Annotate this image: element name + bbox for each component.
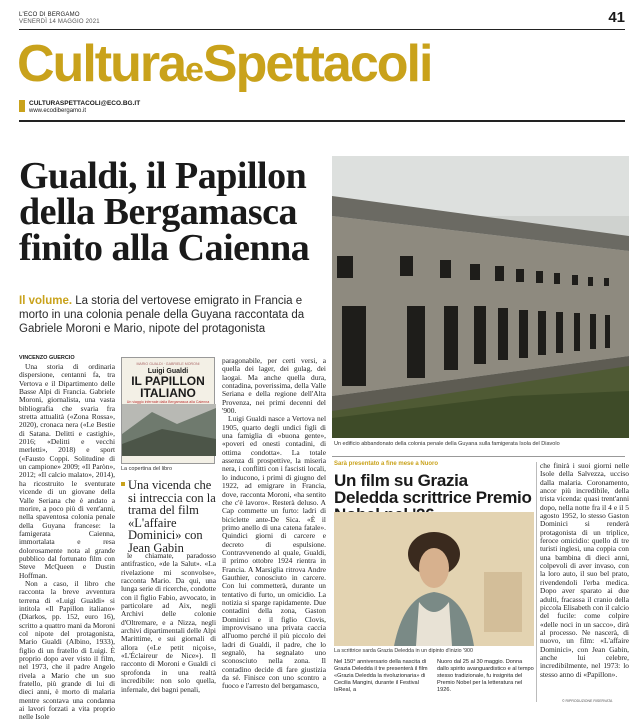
article-column-1 (19, 362, 115, 722)
section-website[interactable]: www.ecodibergamo.it (29, 108, 87, 114)
section-email[interactable]: CULTURASPETTACOLI@ECO.BG.IT (29, 100, 141, 107)
article2-column-2: Nuoro dal 25 al 30 maggio. Donna dallo spirito avanguardistico e al tempo stesso tradizionale, fu insignita del Premio Nobel per la letteratura nel 1926. (437, 659, 534, 693)
byline: VINCENZO GUERCIO (19, 355, 75, 361)
pull-quote-marker (121, 482, 125, 486)
article-column-3 (222, 357, 326, 704)
book-title-2: ITALIANO (140, 386, 196, 400)
mail-marker (19, 100, 25, 112)
deledda-painting-svg (334, 512, 534, 646)
subhead-lead: Il volume. (19, 295, 73, 307)
section-rule (19, 120, 625, 122)
article2-kicker: Sarà presentato a fine mese a Nuoro (334, 461, 439, 467)
photo-caption: Un edificio abbandonato della colonia penale della Guyana sulla famigerata Isola del Diavolo (334, 441, 560, 447)
section-title (17, 35, 432, 93)
col1-paragraph-2: Non a caso, il libro che racconta la breve avventura terrena di «Luigi Gualdi» si intitola «Il Papillon italiano» (Diarkos, pp. 152, euro 16), scritto a quattro mani da Moroni col nipote del protagonista, Mario Gualdi (Albino, 1933), figlio di un fratello di Luigi. È proprio dopo aver visto il film, nel 1973, che il padre Angelo rivela a Mario che un suo fratello, più grande di lui di dieci anni, è morto di malaria mentre scontava una condanna ai lavori forzati a vita proprio nelle Isole (19, 578, 115, 722)
page-number: 41 (608, 9, 625, 26)
prison-photo (332, 156, 629, 438)
book-cover-art (122, 404, 216, 456)
section-word-2: Spettacoli (202, 35, 432, 93)
book-cover (121, 357, 215, 464)
article-continuation-column (540, 462, 629, 694)
continuation-paragraph: che finirà i suoi giorni nelle Isole della Salvezza, ucciso dalla malaria. Coronamento, ancor più incredibile, della trista vicenda: quasi trent'anni dopo, nella notte fra il 4 e il 5 agosto 1952, lo stesso Gaston Dominici si renderà protagonista di un triplice, feroce omicidio: quello di tre turisti inglesi, una coppia con una bambina di dieci anni, colpevoli di aver invaso, con la loro auto, il suo bel prato, rivendendoli l'erba medica. Dopo aver sparato ai due adulti, fracassa il cranio della piccola Elisabeth con il calcio del fucile: come colpire «delle noci in un sacco», dirà al processo. Ne nascerà, di nuovo, un film: «L'affaire Dominici», con Jean Gabin, anche lui celebre, incredibilmente, nel 1973: lo stesso anno di «Papillon». (540, 461, 629, 679)
col3-paragraph-1: paragonabile, per certi versi, a quella dei lager, dei gulag, dei laogai. Ma anche quella dura, contadina, poverissima, della Valle Seriana e della regione dell'Alta Provenza, nei primi decenni del '900. (222, 356, 326, 416)
section-separator (332, 456, 625, 457)
section-connector: e (185, 51, 203, 89)
book-author: Luigi Gualdi (147, 368, 189, 375)
header-rule (19, 29, 625, 30)
article2-column-1: Nel 150° anniversario della nascita di Grazia Deledda il tre presenterà il film «Grazia Deledda la rivoluzionaria» di Cecilia Mangini, durante il Festival IsReal, a (334, 659, 428, 693)
article2-headline: Un film su Grazia Deledda scrittrice Premio (334, 471, 532, 507)
book-tagline: Un viaggio infernale dalla Bergamasca alla Caienna (126, 400, 210, 404)
col2-paragraph: le chiamate, paradosso antifrastico, «de la Salut». «La rivelazione mi sconvolse», racconta Mario. Da qui, una lunga serie di ricerche, condotte con il figlio Fabio, avvocato, in particolare ad Aix, negli Archivi delle colonie d'Oltremare, e a Nizza, negli archivi dipartimentali delle Alpi Marittime, e sui giornali di allora («Le petit niçois», «L'Éclaireur de Nice»). Il racconto di Moroni e Gualdi ci sprofonda in una realtà incredibile: non solo quella, infernale, dei bagni penali, (121, 551, 216, 694)
book-title-1: IL PAPILLON (131, 374, 205, 388)
col1-paragraph-1: Una storia di ordinaria dispersione, centanni fa, tra Vertova e il Dipartimento delle Basse Alpi di Francia. Gabriele Moroni, giornalista, una vasta bibliografia che svaria fra stretta attualità («Zona Rossa», 2020), cronaca nera («Le Bestie di Satana. Delitti e castighi», 2016; «Delitti e vecchi merletti», 2018) e sport («Fausto Coppi. Solitudine di un campione» 2009; «Il Paròn», 2012; «Il calcio malato», 2014), ha ricostruito le sventurate vicende di un giovane della Valle Seriana che è andato a morire, a poco più di vent'anni, nella spaventosa colonia penale della Guyana francese: la famigerata Caienna, immortalata e resa dolorosamente nota al grande pubblico dal fortunato film con Steve McQueen e Dustin Hoffman. (19, 362, 115, 580)
headline-line-2: della Bergamasca (19, 191, 298, 233)
deledda-painting (334, 512, 534, 646)
article2-photo-caption: La scrittrice sarda Grazia Deledda in un dipinto d'inizio '900 (334, 648, 473, 654)
subhead-text: La storia del vertovese emigrato in Francia e morto in una colonia penale della Guyana raccontata da Gabriele Moroni e Mario, nipote del protagonista (19, 295, 305, 335)
newspaper-name: L'ECO DI BERGAMO (19, 12, 80, 18)
pull-quote: Una vicenda che si intreccia con la trama del film «L'affaire Dominici» con Jean Gabin (128, 478, 216, 555)
issue-date: VENERDÌ 14 MAGGIO 2021 (19, 19, 100, 25)
col3-paragraph-2: Luigi Gualdi nasce a Vertova nel 1905, quarto degli undici figli di una famiglia di «buona gente», «poveri ed onesti contadini, di ottima condotta». La totale assenza di prospettive, la miseria nera, i conflitti con i fascisti locali, lo inducono, i primi di giugno del 1922, ad emigrare in Francia, dove, racconta Moroni, «ha sentito che c'è lavoro». Resterà deluso. A Cap commette un furto: ladri di biciclette ante-De Sica. «È il primo anello di una catena fatale». Quindici giorni di carcere e decreto di espulsione. Contravvenendo al quale, Gualdi, il primo ottobre 1924 rientra in Francia. A Marsiglia ritrova Andre Gauthier, conosciuto in carcere. Con lui commetterà, durante un tentativo di furto, un omicidio. La notizia si sparge rapidamente. Due contadini della zona, Gaston Dominici e il figlio Clovis, improvvisano una privata caccia all'uomo perché il più piccolo dei ladri di Gualdi, il padre, che lo segnalò, ha segnalato uno sconosciuto nella zona. Il contadino decide di fare giustizia da sé. Finisce con uno scontro a fuoco e l'arresto del bergamasco, (222, 414, 326, 691)
prison-photo-svg (332, 156, 629, 438)
headline-line-3: finito alla Caienna (19, 227, 310, 269)
article-headline (19, 155, 339, 269)
headline-line-1: Gualdi, il Papillon (19, 155, 307, 197)
article-column-2 (121, 552, 216, 704)
copyright-credit: © RIPRODUZIONE RISERVATA (562, 699, 613, 703)
column-divider (536, 462, 537, 702)
article-subhead (19, 294, 324, 336)
section-word-1: Cultura (17, 35, 185, 93)
book-authors: MARIO GUALDI · GABRIELE MORONI (136, 362, 200, 366)
cover-caption: La copertina del libro (121, 466, 173, 472)
